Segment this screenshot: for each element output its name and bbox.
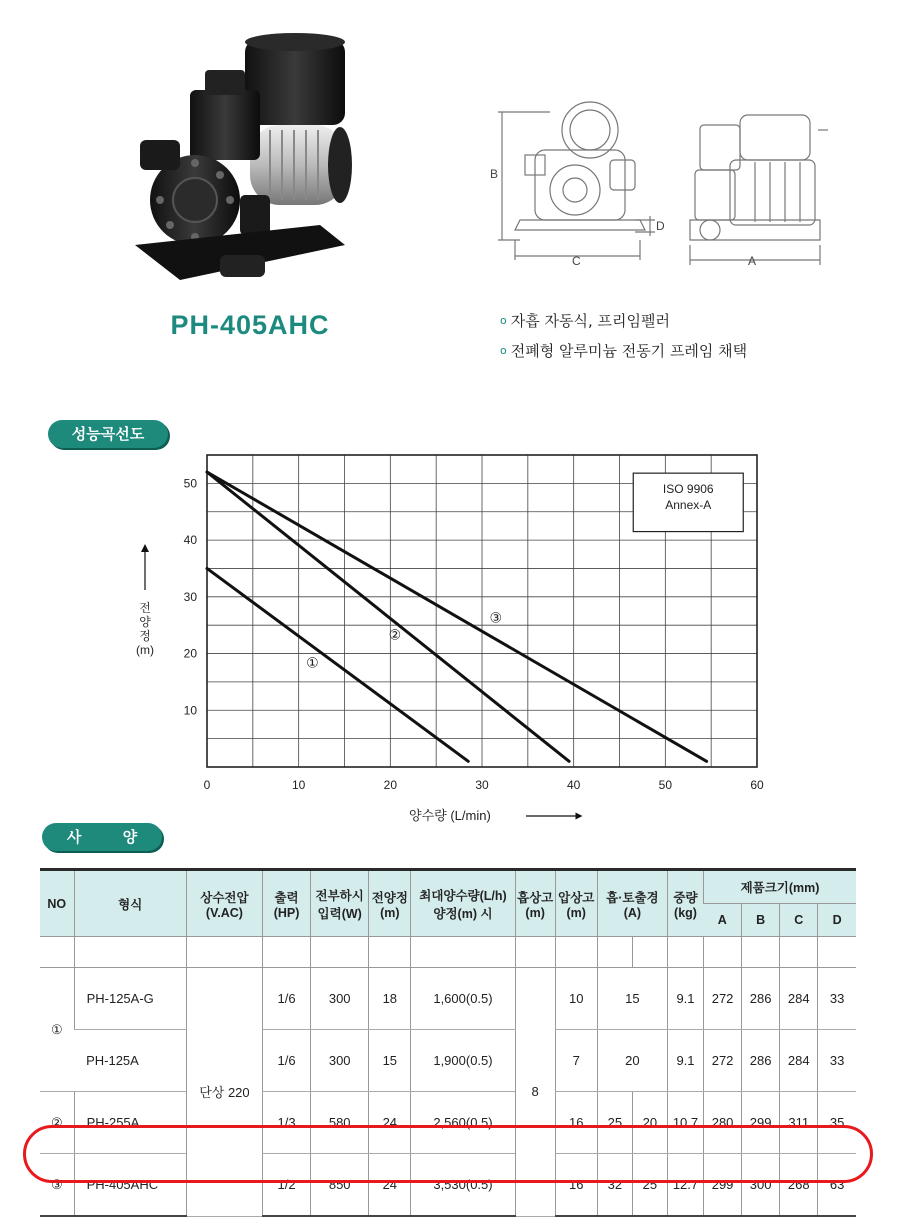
dim-label-d: D — [656, 219, 665, 233]
cell-max-flow: 3,530(0.5) — [411, 1154, 515, 1217]
cell-watt: 300 — [311, 968, 369, 1030]
cell-head: 24 — [369, 1092, 411, 1154]
section-title-curve: 성능곡선도 — [48, 420, 168, 448]
col-model: 형식 — [74, 870, 186, 937]
series-line — [207, 472, 707, 761]
cell-discharge-bore: 20 — [632, 1092, 667, 1154]
series-label: ① — [306, 654, 319, 671]
cell-size-c: 311 — [780, 1092, 818, 1154]
cell-watt: 300 — [311, 1030, 369, 1092]
cell-weight: 9.1 — [667, 968, 703, 1030]
cell-size-a: 280 — [704, 1092, 742, 1154]
cell-model: PH-255A — [74, 1092, 186, 1154]
cell-no: ② — [40, 1092, 74, 1154]
x-tick-label: 0 — [203, 778, 211, 792]
cell-weight: 12.7 — [667, 1154, 703, 1217]
cell-lift: 7 — [555, 1030, 597, 1092]
feature-item: o 자흡 자동식, 프리임펠러 — [500, 312, 670, 330]
x-tick-label: 40 — [566, 778, 581, 792]
col-lift: 압상고 (m) — [555, 870, 597, 937]
y-tick-label: 30 — [183, 589, 197, 604]
cell-head: 15 — [369, 1030, 411, 1092]
model-title: PH-405AHC — [170, 310, 330, 340]
col-size-a: A — [704, 904, 742, 937]
dim-label-b: B — [490, 167, 499, 181]
x-axis-label: 양수량 (L/min) — [409, 808, 491, 823]
cell-size-a: 299 — [704, 1154, 742, 1217]
cell-lift: 16 — [555, 1154, 597, 1217]
cell-suction-bore: 25 — [597, 1092, 632, 1154]
table-row — [40, 968, 856, 1030]
y-tick-label: 10 — [183, 703, 197, 718]
col-size-b: B — [742, 904, 780, 937]
performance-chart — [130, 440, 790, 840]
col-suction: 흡상고 (m) — [515, 870, 555, 937]
col-watt: 전부하시 입력(W) — [311, 870, 369, 937]
y-axis-arrowhead — [141, 544, 149, 552]
feature-item: o 전폐형 알루미늄 전동기 프레임 채택 — [500, 342, 748, 360]
cell-size-c: 268 — [780, 1154, 818, 1217]
y-tick-label: 40 — [183, 533, 197, 548]
cell-bore: 15 — [597, 968, 667, 1030]
front-view — [498, 102, 655, 260]
series-label: ③ — [489, 609, 503, 626]
section-title-spec: 사 양 — [42, 823, 162, 851]
cell-head: 24 — [369, 1154, 411, 1217]
cell-max-flow: 1,900(0.5) — [411, 1030, 515, 1092]
cell-model: PH-125A-G — [74, 968, 186, 1030]
x-tick-label: 30 — [475, 778, 489, 792]
col-max-flow: 최대양수량(L/h) 양정(m) 시 — [411, 870, 515, 937]
y-axis-label: 전 — [139, 601, 151, 615]
cell-bore: 20 — [597, 1030, 667, 1092]
x-tick-label: 60 — [750, 778, 764, 792]
x-tick-label: 10 — [291, 778, 306, 792]
col-head: 전양정 (m) — [369, 870, 411, 937]
y-tick-label: 20 — [183, 646, 197, 661]
cell-model: PH-125A — [74, 1030, 186, 1092]
cell-size-b: 286 — [742, 968, 780, 1030]
dim-label-a: A — [748, 254, 757, 268]
col-hp: 출력 (HP) — [263, 870, 311, 937]
cell-lift: 16 — [555, 1092, 597, 1154]
y-axis-label: (m) — [136, 643, 154, 657]
col-size-c: C — [780, 904, 818, 937]
col-weight: 중량 (kg) — [667, 870, 703, 937]
cell-watt: 850 — [311, 1154, 369, 1217]
cell-suction-bore: 32 — [597, 1154, 632, 1217]
cell-hp: 1/6 — [263, 1030, 311, 1092]
cell-size-d: 33 — [818, 968, 856, 1030]
cell-max-flow: 1,600(0.5) — [411, 968, 515, 1030]
cell-no: ① — [40, 968, 74, 1092]
cell-hp: 1/3 — [263, 1092, 311, 1154]
cell-lift: 10 — [555, 968, 597, 1030]
cell-size-d: 63 — [818, 1154, 856, 1217]
series-line — [207, 472, 569, 761]
col-size-d: D — [818, 904, 856, 937]
cell-size-a: 272 — [704, 968, 742, 1030]
annotation-text: Annex-A — [665, 498, 712, 513]
y-axis-label: 양 — [139, 615, 151, 629]
cell-size-b: 300 — [742, 1154, 780, 1217]
x-tick-label: 20 — [383, 778, 398, 792]
cell-max-flow: 2,560(0.5) — [411, 1092, 515, 1154]
cell-weight: 10.7 — [667, 1092, 703, 1154]
cell-hp: 1/2 — [263, 1154, 311, 1217]
cell-size-a: 272 — [704, 1030, 742, 1092]
cell-head: 18 — [369, 968, 411, 1030]
highlight-oval — [23, 1125, 873, 1183]
table-row — [40, 1030, 856, 1092]
cell-no: ③ — [40, 1154, 74, 1217]
pump-product-image — [120, 30, 360, 290]
table-header-row — [40, 870, 856, 904]
series-line — [207, 568, 468, 761]
cell-size-d: 35 — [818, 1092, 856, 1154]
cell-size-c: 284 — [780, 968, 818, 1030]
col-no: NO — [40, 870, 74, 937]
y-axis-label: 정 — [139, 629, 151, 643]
cell-model: PH-405AHC — [74, 1154, 186, 1217]
col-bore: 흡·토출경 (A) — [597, 870, 667, 937]
cell-voltage: 단상 220 — [186, 968, 262, 1217]
side-view — [690, 115, 828, 265]
x-tick-label: 50 — [658, 778, 673, 792]
dim-label-c: C — [572, 254, 581, 268]
col-size: 제품크기(mm) — [704, 870, 856, 904]
cell-suction: 8 — [515, 968, 555, 1217]
cell-discharge-bore: 25 — [632, 1154, 667, 1217]
col-voltage: 상수전압 (V.AC) — [186, 870, 262, 937]
dimension-drawing — [490, 100, 830, 275]
cell-hp: 1/6 — [263, 968, 311, 1030]
cell-size-b: 299 — [742, 1092, 780, 1154]
annotation-text: ISO 9906 — [662, 482, 714, 497]
x-axis-arrowhead — [576, 813, 583, 820]
y-tick-label: 50 — [183, 476, 197, 491]
series-label: ② — [388, 626, 402, 643]
cell-weight: 9.1 — [667, 1030, 703, 1092]
cell-watt: 580 — [311, 1092, 369, 1154]
cell-size-c: 284 — [780, 1030, 818, 1092]
cell-size-b: 286 — [742, 1030, 780, 1092]
cell-size-d: 33 — [818, 1030, 856, 1092]
